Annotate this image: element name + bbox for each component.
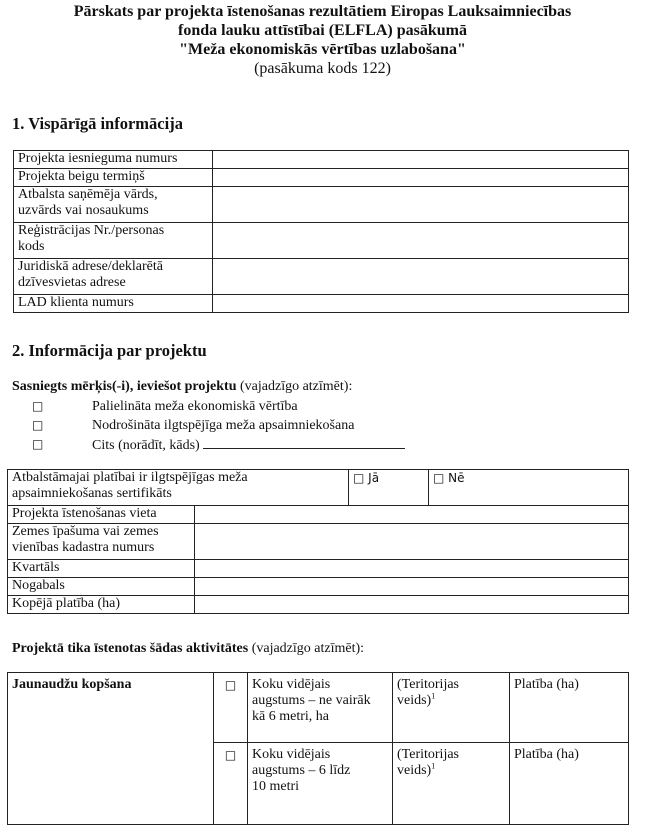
row-label-text: Reģistrācijas Nr./personas	[18, 223, 165, 238]
activities-table	[7, 672, 629, 825]
value-field[interactable]	[213, 259, 629, 295]
territory-text: veids)	[397, 693, 432, 708]
footnote-marker: 1	[431, 761, 436, 771]
certificate-yes-option[interactable]	[349, 470, 429, 506]
row-label	[8, 506, 195, 524]
value-field[interactable]	[195, 578, 629, 596]
table-row	[8, 470, 629, 506]
activities-label	[12, 640, 364, 657]
document-header	[0, 2, 645, 78]
row-label	[14, 187, 213, 223]
title-line-3: "Meža ekonomiskās vērtības uzlabošana"	[179, 41, 466, 58]
row-label	[8, 524, 195, 560]
table-row	[8, 673, 629, 743]
activities-label-bold: Projektā tika īstenotas šādas aktivitātes	[12, 641, 249, 656]
territory-text: (Teritorijas	[397, 677, 459, 692]
title-line-2: fonda lauku attīstībai (ELFLA) pasākumā	[178, 22, 467, 39]
value-field[interactable]	[195, 524, 629, 560]
section-1-heading: 1. Vispārīgā informācija	[12, 114, 183, 133]
certificate-no-option[interactable]	[429, 470, 629, 506]
table-row	[8, 596, 629, 614]
activity-checkbox[interactable]	[214, 673, 248, 743]
row-label-text: Juridiskā adrese/deklarētā	[18, 259, 163, 274]
value-field[interactable]	[195, 506, 629, 524]
area-text: Platība (ha)	[514, 677, 579, 692]
territory-text: veids)	[397, 763, 432, 778]
project-info-table	[7, 469, 629, 614]
row-label	[14, 295, 213, 313]
goal-label-rest: (vajadzīgo atzīmēt):	[236, 379, 353, 394]
activities-label-rest: (vajadzīgo atzīmēt):	[248, 641, 365, 656]
table-row	[14, 151, 629, 169]
goal-option-label: Cits (norādīt, kāds)	[92, 438, 204, 453]
goal-option	[32, 416, 405, 435]
value-field[interactable]	[213, 169, 629, 187]
table-row	[14, 223, 629, 259]
row-label-text: dzīvesvietas adrese	[18, 275, 126, 290]
table-row	[14, 295, 629, 313]
territory-type-field[interactable]	[393, 743, 510, 825]
table-row	[8, 560, 629, 578]
row-label	[8, 578, 195, 596]
row-label-text: Atbalsta saņēmēja vārds,	[18, 187, 158, 202]
row-label-text: Kopējā platība (ha)	[12, 596, 121, 611]
title-subtitle: (pasākuma kods 122)	[254, 60, 391, 77]
activity-name	[8, 673, 214, 825]
description-text: 10 metri	[252, 779, 300, 794]
row-label-text: kods	[18, 239, 45, 254]
row-label-text: Projekta iesnieguma numurs	[18, 151, 178, 166]
area-field[interactable]	[510, 743, 629, 825]
row-label-text: Nogabals	[12, 578, 65, 593]
table-row	[14, 259, 629, 295]
goal-checkbox[interactable]: □	[32, 437, 44, 451]
value-field[interactable]	[213, 295, 629, 313]
goal-option-label: Palielināta meža ekonomiskā vērtība	[92, 399, 298, 414]
territory-text: (Teritorijas	[397, 747, 459, 762]
value-field[interactable]	[213, 151, 629, 169]
goal-checkbox[interactable]: □	[32, 418, 44, 432]
row-label-text: Zemes īpašuma vai zemes	[12, 524, 159, 539]
goal-options	[32, 397, 405, 454]
row-label	[14, 151, 213, 169]
goal-label	[12, 378, 352, 395]
row-label	[14, 169, 213, 187]
row-label-text: uzvārds vai nosaukums	[18, 203, 149, 218]
table-row	[14, 187, 629, 223]
title-line-1: Pārskats par projekta īstenošanas rezultātiem Eiropas Lauksaimniecības	[73, 3, 572, 20]
row-label-text: Kvartāls	[12, 560, 60, 575]
activity-description	[248, 673, 393, 743]
activity-checkbox[interactable]	[214, 743, 248, 825]
footnote-marker: 1	[431, 691, 436, 701]
description-text: kā 6 metri, ha	[252, 709, 329, 724]
row-label	[14, 223, 213, 259]
goal-option	[32, 435, 405, 454]
area-text: Platība (ha)	[514, 747, 579, 762]
description-text: augstums – 6 līdz	[252, 763, 351, 778]
checkbox-glyph: □	[224, 748, 237, 762]
value-field[interactable]	[213, 223, 629, 259]
row-label-text: apsaimniekošanas sertifikāts	[12, 486, 172, 501]
certificate-yes-label: □ Jā	[353, 471, 380, 485]
table-row	[8, 578, 629, 596]
certificate-no-label: □ Nē	[433, 471, 465, 485]
goal-option-other	[92, 435, 405, 454]
row-label-text: Atbalstāmajai platībai ir ilgtspējīgas meža	[12, 470, 248, 485]
certificate-label	[8, 470, 349, 506]
territory-type-field[interactable]	[393, 673, 510, 743]
value-field[interactable]	[195, 596, 629, 614]
activity-name-text: Jaunaudžu kopšana	[12, 677, 132, 692]
value-field[interactable]	[213, 187, 629, 223]
row-label-text: vienības kadastra numurs	[12, 540, 155, 555]
table-row	[8, 524, 629, 560]
row-label	[8, 596, 195, 614]
row-label	[8, 560, 195, 578]
goal-option	[32, 397, 405, 416]
row-label-text: Projekta īstenošanas vieta	[12, 506, 157, 521]
row-label-text: LAD klienta numurs	[18, 295, 134, 310]
description-text: Koku vidējais	[252, 677, 331, 692]
goal-label-bold: Sasniegts mērķis(-i), ieviešot projektu	[12, 379, 237, 394]
table-row	[8, 506, 629, 524]
general-info-table	[13, 150, 629, 313]
description-text: Koku vidējais	[252, 747, 331, 762]
checkbox-glyph: □	[224, 678, 237, 692]
description-text: augstums – ne vairāk	[252, 693, 371, 708]
section-2-heading: 2. Informācija par projektu	[12, 341, 207, 360]
other-goal-input[interactable]	[203, 435, 405, 449]
row-label	[14, 259, 213, 295]
goal-option-label: Nodrošināta ilgtspējīga meža apsaimniekošana	[92, 418, 355, 433]
table-row	[14, 169, 629, 187]
area-field[interactable]	[510, 673, 629, 743]
goal-checkbox[interactable]: □	[32, 399, 44, 413]
value-field[interactable]	[195, 560, 629, 578]
activity-description	[248, 743, 393, 825]
row-label-text: Projekta beigu termiņš	[18, 169, 145, 184]
